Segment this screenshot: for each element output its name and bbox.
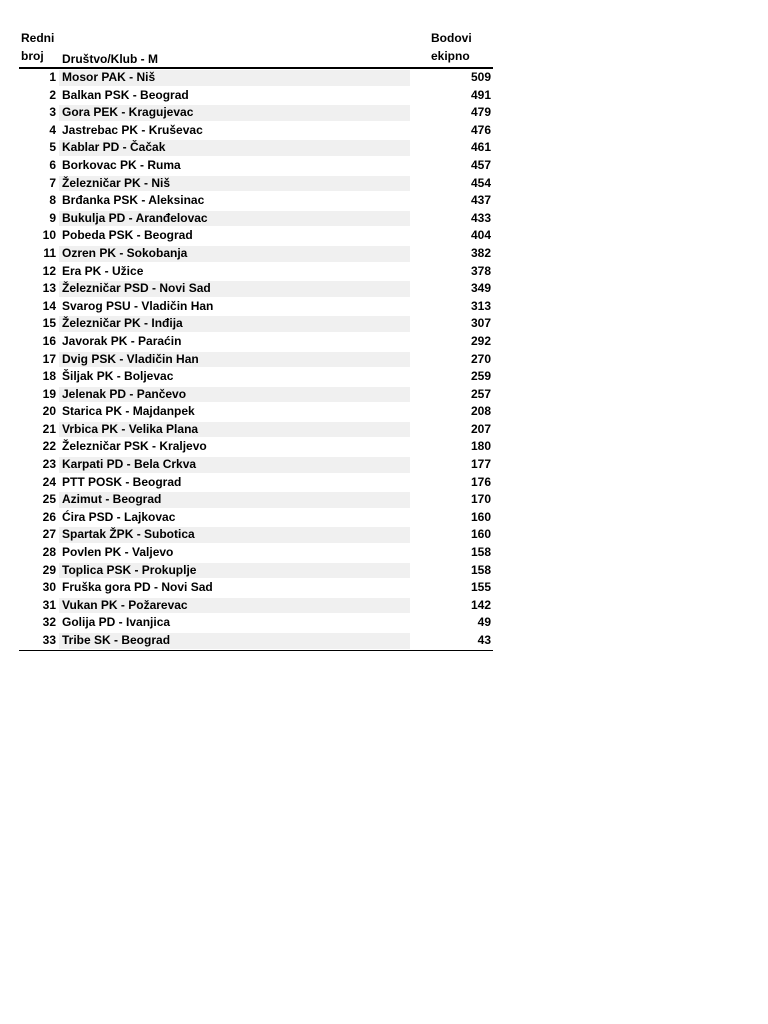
row-club: Fruška gora PD - Novi Sad bbox=[62, 580, 213, 595]
row-rank: 20 bbox=[42, 404, 56, 419]
row-club: Karpati PD - Bela Crkva bbox=[62, 457, 197, 472]
row-rank: 19 bbox=[42, 386, 56, 401]
row-points: 270 bbox=[470, 351, 491, 366]
row-club: Mosor PAK - Niš bbox=[62, 70, 156, 84]
table-row bbox=[19, 368, 493, 386]
row-rank: 6 bbox=[49, 157, 56, 172]
row-rank: 26 bbox=[42, 509, 56, 524]
table-bottom-border bbox=[19, 650, 493, 651]
row-rank: 27 bbox=[42, 527, 56, 542]
row-rank: 11 bbox=[43, 245, 56, 260]
table-row bbox=[19, 263, 493, 281]
row-rank: 4 bbox=[49, 122, 56, 137]
row-club: Borkovac PK - Ruma bbox=[62, 157, 181, 172]
table-row bbox=[19, 526, 493, 544]
row-club: Era PK - Užice bbox=[62, 263, 144, 278]
header-points-line2: ekipno bbox=[431, 49, 470, 63]
table-row bbox=[19, 69, 493, 87]
row-club: Vukan PK - Požarevac bbox=[62, 597, 188, 612]
table-row bbox=[19, 157, 493, 175]
row-points: 491 bbox=[470, 87, 491, 102]
row-points: 378 bbox=[470, 263, 491, 278]
table-row bbox=[19, 579, 493, 597]
row-points: 43 bbox=[477, 633, 491, 647]
table-row bbox=[19, 280, 493, 298]
table-row bbox=[19, 632, 493, 650]
row-rank: 16 bbox=[42, 333, 56, 348]
row-club: Toplica PSK - Prokuplje bbox=[62, 562, 197, 577]
row-rank: 32 bbox=[42, 615, 56, 630]
table-row bbox=[19, 456, 493, 474]
row-club: Povlen PK - Valjevo bbox=[62, 545, 174, 560]
row-rank: 28 bbox=[42, 545, 56, 560]
row-rank: 25 bbox=[42, 492, 56, 507]
row-points: 457 bbox=[470, 157, 491, 172]
row-points: 160 bbox=[470, 509, 491, 524]
row-rank: 13 bbox=[42, 281, 56, 296]
header-club: Društvo/Klub - M bbox=[62, 52, 158, 66]
row-club: Bukulja PD - Aranđelovac bbox=[62, 210, 208, 225]
row-points: 259 bbox=[470, 369, 491, 384]
row-points: 176 bbox=[470, 474, 491, 489]
table-row bbox=[19, 245, 493, 263]
row-club: Jelenak PD - Pančevo bbox=[62, 386, 187, 401]
row-rank: 24 bbox=[42, 474, 56, 489]
table-row bbox=[19, 315, 493, 333]
row-rank: 12 bbox=[42, 263, 56, 278]
table-row bbox=[19, 474, 493, 492]
row-points: 437 bbox=[470, 193, 491, 208]
row-points: 208 bbox=[470, 404, 491, 419]
row-points: 461 bbox=[470, 140, 491, 155]
row-rank: 3 bbox=[49, 105, 56, 120]
row-club: Spartak ŽPK - Subotica bbox=[62, 527, 195, 542]
table-row bbox=[19, 210, 493, 228]
row-rank: 9 bbox=[49, 210, 56, 225]
row-rank: 2 bbox=[49, 87, 56, 102]
row-points: 454 bbox=[470, 175, 491, 190]
table-row bbox=[19, 438, 493, 456]
row-points: 479 bbox=[470, 105, 491, 120]
row-club: Gora PEK - Kragujevac bbox=[62, 105, 194, 120]
row-points: 307 bbox=[470, 316, 491, 331]
table-row bbox=[19, 139, 493, 157]
table-row bbox=[19, 227, 493, 245]
row-rank: 30 bbox=[42, 580, 56, 595]
row-club: Kablar PD - Čačak bbox=[62, 140, 166, 155]
row-points: 207 bbox=[470, 421, 491, 436]
row-rank: 18 bbox=[42, 369, 56, 384]
row-rank: 15 bbox=[42, 316, 56, 331]
row-club: Tribe SK - Beograd bbox=[62, 633, 171, 647]
header-points: Bodovi bbox=[431, 31, 472, 45]
row-club: Pobeda PSK - Beograd bbox=[62, 228, 193, 243]
row-points: 509 bbox=[470, 70, 491, 84]
table-row bbox=[19, 421, 493, 439]
table-row bbox=[19, 104, 493, 122]
row-points: 160 bbox=[470, 527, 491, 542]
row-rank: 21 bbox=[42, 421, 56, 436]
row-rank: 17 bbox=[42, 351, 56, 366]
row-rank: 31 bbox=[42, 597, 56, 612]
row-points: 142 bbox=[470, 597, 491, 612]
row-rank: 33 bbox=[42, 633, 56, 647]
table-row bbox=[19, 333, 493, 351]
table-row bbox=[19, 298, 493, 316]
table-row bbox=[19, 351, 493, 369]
row-points: 433 bbox=[470, 210, 491, 225]
row-club: Starica PK - Majdanpek bbox=[62, 404, 195, 419]
row-club: Azimut - Beograd bbox=[62, 492, 162, 507]
row-club: Železničar PSD - Novi Sad bbox=[62, 281, 211, 296]
row-points: 158 bbox=[470, 545, 491, 560]
table-row bbox=[19, 509, 493, 527]
row-rank: 29 bbox=[42, 562, 56, 577]
table-row bbox=[19, 122, 493, 140]
row-points: 180 bbox=[470, 439, 491, 454]
row-points: 155 bbox=[470, 580, 491, 595]
row-club: Javorak PK - Paraćin bbox=[62, 333, 182, 348]
row-points: 349 bbox=[470, 281, 491, 296]
table-header bbox=[19, 29, 493, 67]
table-row bbox=[19, 192, 493, 210]
row-points: 382 bbox=[470, 245, 491, 260]
row-points: 158 bbox=[470, 562, 491, 577]
row-club: Balkan PSK - Beograd bbox=[62, 87, 189, 102]
table-body bbox=[19, 69, 493, 650]
row-rank: 22 bbox=[42, 439, 56, 454]
table-row bbox=[19, 562, 493, 580]
row-club: Dvig PSK - Vladičin Han bbox=[62, 351, 199, 366]
row-rank: 10 bbox=[42, 228, 56, 243]
row-rank: 5 bbox=[49, 140, 56, 155]
row-points: 292 bbox=[470, 333, 491, 348]
row-club: PTT POSK - Beograd bbox=[62, 474, 182, 489]
row-club: Jastrebac PK - Kruševac bbox=[62, 122, 203, 137]
header-rank: Redni bbox=[21, 31, 55, 45]
table-row bbox=[19, 403, 493, 421]
row-club: Golija PD - Ivanjica bbox=[62, 615, 171, 630]
table-row bbox=[19, 544, 493, 562]
row-rank: 1 bbox=[49, 70, 56, 84]
row-rank: 7 bbox=[49, 175, 56, 190]
row-club: Svarog PSU - Vladičin Han bbox=[62, 298, 214, 313]
row-points: 476 bbox=[470, 122, 491, 137]
ranking-table bbox=[19, 29, 493, 651]
row-rank: 14 bbox=[42, 298, 56, 313]
header-rank-line2: broj bbox=[21, 49, 44, 63]
row-rank: 8 bbox=[49, 193, 56, 208]
row-club: Šiljak PK - Boljevac bbox=[62, 369, 174, 384]
row-club: Železničar PK - Niš bbox=[62, 175, 171, 190]
table-row bbox=[19, 491, 493, 509]
row-club: Brđanka PSK - Aleksinac bbox=[62, 193, 205, 208]
row-points: 177 bbox=[470, 457, 491, 472]
row-club: Ozren PK - Sokobanja bbox=[62, 245, 188, 260]
table-row bbox=[19, 175, 493, 193]
row-rank: 23 bbox=[42, 457, 56, 472]
row-points: 404 bbox=[470, 228, 491, 243]
row-club: Ćira PSD - Lajkovac bbox=[62, 509, 176, 524]
table-row bbox=[19, 87, 493, 105]
row-points: 257 bbox=[470, 386, 491, 401]
row-points: 170 bbox=[470, 492, 491, 507]
table-row bbox=[19, 597, 493, 615]
row-points: 313 bbox=[470, 298, 491, 313]
row-club: Železničar PK - Inđija bbox=[62, 316, 183, 331]
table-row bbox=[19, 614, 493, 632]
table-row bbox=[19, 386, 493, 404]
row-club: Železničar PSK - Kraljevo bbox=[62, 439, 207, 454]
row-points: 49 bbox=[477, 615, 491, 630]
row-club: Vrbica PK - Velika Plana bbox=[62, 421, 199, 436]
